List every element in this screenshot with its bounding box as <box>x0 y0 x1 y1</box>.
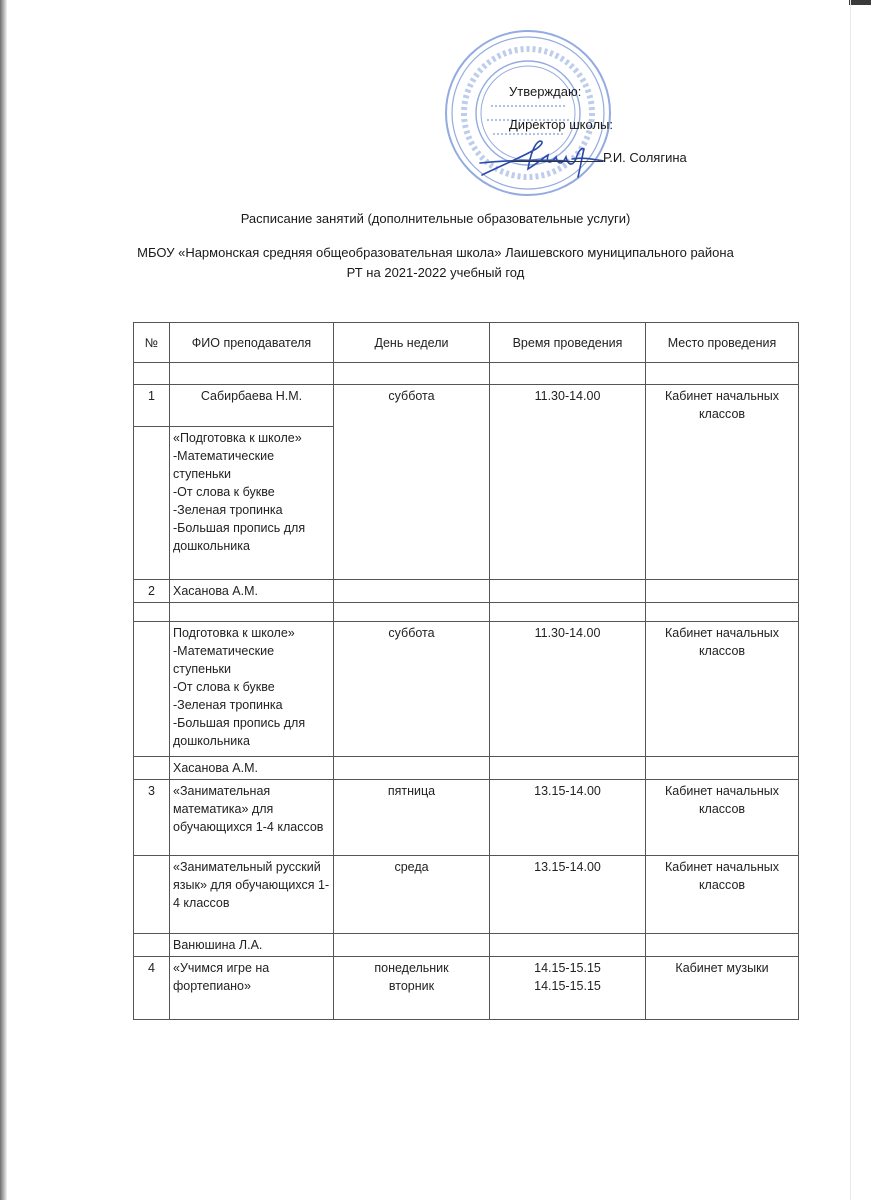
location: Кабинет музыки <box>646 957 799 1020</box>
column-header-teacher: ФИО преподавателя <box>170 323 334 363</box>
time-slot: 11.30-14.00 <box>490 622 646 757</box>
table-row <box>134 780 799 856</box>
column-header-number: № <box>134 323 170 363</box>
scan-edge-right <box>850 0 851 1200</box>
row-number: 2 <box>134 580 170 603</box>
time-slot: 11.30-14.00 <box>490 385 646 580</box>
scan-edge-left <box>0 0 7 1200</box>
scan-edge-corner <box>849 0 871 5</box>
table-header-row <box>134 323 799 363</box>
table-row <box>134 622 799 757</box>
row-number: 4 <box>134 957 170 1020</box>
course-name: «Занимательный русский язык» для обучающихся 1-4 классов <box>170 856 334 934</box>
approval-signatory: Р.И. Солягина <box>603 150 687 165</box>
day-of-week: пятница <box>334 780 490 856</box>
teacher-name: Хасанова А.М. <box>170 580 334 603</box>
course-name: «Учимся игре на фортепиано» <box>170 957 334 1020</box>
organization-line: МБОУ «Нармонская средняя общеобразовательная школа» Лаишевского муниципального района <box>137 245 734 260</box>
day-of-week: суббота <box>334 622 490 757</box>
signature-underline <box>511 151 603 162</box>
teacher-name: Ванюшина Л.А. <box>170 934 334 957</box>
table-row <box>134 385 799 427</box>
table-row <box>134 580 799 603</box>
table-row <box>134 363 799 385</box>
column-header-day: День недели <box>334 323 490 363</box>
day-of-week: понедельник вторник <box>334 957 490 1020</box>
table-row <box>134 934 799 957</box>
table-row <box>134 603 799 622</box>
approval-position: Директор школы: <box>509 117 613 132</box>
day-of-week: суббота <box>334 385 490 580</box>
location: Кабинет начальных классов <box>646 385 799 580</box>
time-slot: 13.15-14.00 <box>490 856 646 934</box>
course-list: «Подготовка к школе» -Математические ступеньки -От слова к букве -Зеленая тропинка -Большая пропись для дошкольника <box>170 427 334 580</box>
day-of-week: среда <box>334 856 490 934</box>
course-list: Подготовка к школе» -Математические ступеньки -От слова к букве -Зеленая тропинка -Большая пропись для дошкольника <box>170 622 334 757</box>
column-header-place: Место проведения <box>646 323 799 363</box>
location: Кабинет начальных классов <box>646 780 799 856</box>
column-header-time: Время проведения <box>490 323 646 363</box>
row-number: 3 <box>134 780 170 856</box>
table-row <box>134 957 799 1020</box>
time-slot: 14.15-15.15 14.15-15.15 <box>490 957 646 1020</box>
document-title: Расписание занятий (дополнительные образовательные услуги) <box>240 211 631 226</box>
course-name: «Занимательная математика» для обучающихся 1-4 классов <box>170 780 334 856</box>
row-number: 1 <box>134 385 170 427</box>
table-row <box>134 757 799 780</box>
location: Кабинет начальных классов <box>646 856 799 934</box>
teacher-name: Сабирбаева Н.М. <box>170 385 334 427</box>
academic-year-line: РТ на 2021-2022 учебный год <box>346 265 525 280</box>
location: Кабинет начальных классов <box>646 622 799 757</box>
approval-signature-line <box>511 150 687 165</box>
table-row <box>134 856 799 934</box>
approval-caption: Утверждаю: <box>509 84 582 99</box>
time-slot: 13.15-14.00 <box>490 780 646 856</box>
schedule-table <box>133 322 799 1020</box>
teacher-name: Хасанова А.М. <box>170 757 334 780</box>
